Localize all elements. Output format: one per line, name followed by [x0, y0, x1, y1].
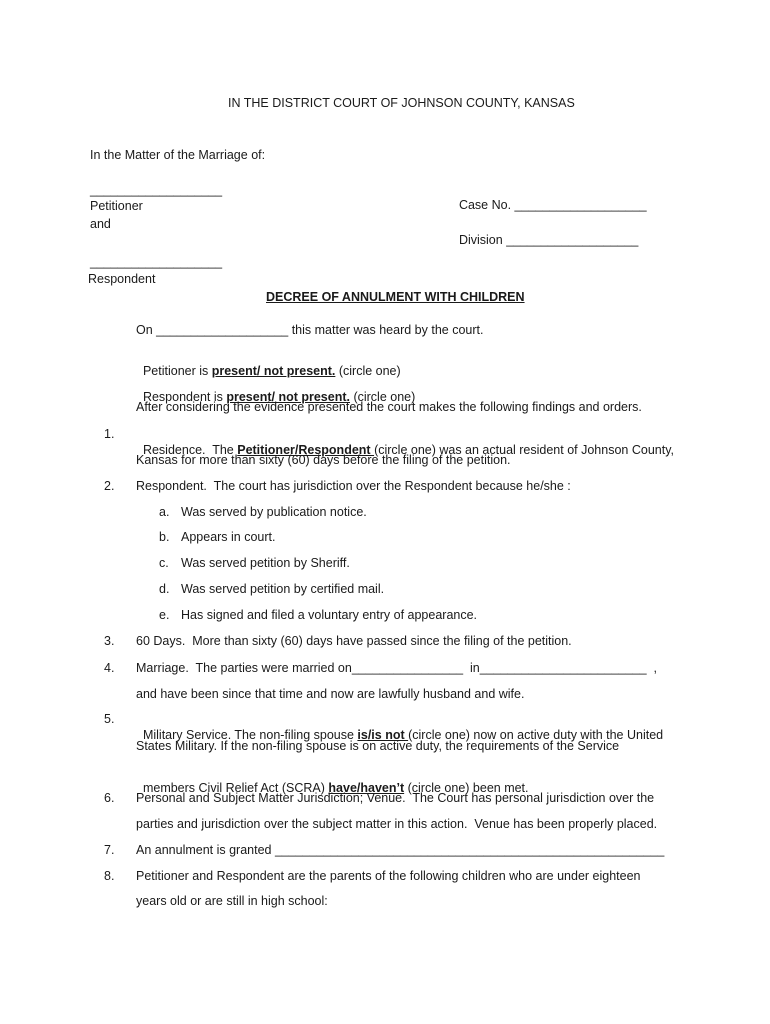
- item-respondent-jurisdiction: Respondent. The court has jurisdiction over the Respondent because he/she :: [136, 479, 571, 493]
- item-marriage: Marriage. The parties were married on________________ in________________________ ,: [136, 661, 658, 675]
- military-pre: Military Service. The non-filing spouse: [142, 728, 358, 742]
- petitioner-presence-choice: present/ not present.: [211, 364, 336, 378]
- military-choice: is/is not: [357, 728, 409, 742]
- sub-item-letter: b.: [159, 530, 170, 544]
- sub-item-text: Was served by publication notice.: [181, 505, 367, 519]
- residence-post: (circle one) was an actual resident of Johnson County,: [374, 443, 674, 457]
- item-number: 1.: [104, 427, 115, 441]
- case-no-field: [452, 181, 647, 213]
- court-heading: IN THE DISTRICT COURT OF JOHNSON COUNTY, KANSAS: [228, 96, 575, 110]
- item-children: Petitioner and Respondent are the parents of the following children who are under eighteen: [136, 869, 641, 883]
- sub-item-letter: c.: [159, 556, 169, 570]
- item-jurisdiction-venue: Personal and Subject Matter Jurisdiction; Venue. The Court has personal jurisdiction over the: [136, 791, 655, 805]
- item-number: 8.: [104, 869, 115, 883]
- matter-line: In the Matter of the Marriage of:: [90, 148, 266, 162]
- item-number: 2.: [104, 479, 115, 493]
- military-line-2: States Military. If the non-filing spouse is on active duty, the requirements of the Service: [136, 739, 620, 753]
- petitioner-presence-pre: Petitioner is: [142, 364, 212, 378]
- item-number: 4.: [104, 661, 115, 675]
- hearing-date-line: On ___________________ this matter was heard by the court.: [136, 323, 484, 337]
- sub-item-letter: d.: [159, 582, 170, 596]
- document-title: DECREE OF ANNULMENT WITH CHILDREN: [266, 290, 525, 304]
- petitioner-blank: ___________________: [90, 183, 223, 197]
- and-label: and: [90, 217, 111, 231]
- petitioner-presence-post: (circle one): [335, 364, 401, 378]
- jurisdiction-line-2: parties and jurisdiction over the subject matter in this action. Venue has been properly placed.: [136, 817, 658, 831]
- scra-choice: have/haven’t: [328, 781, 405, 795]
- item-number: 7.: [104, 843, 115, 857]
- item-annulment-granted: An annulment is granted ________________________________________________________: [136, 843, 665, 857]
- sub-item-text: Has signed and filed a voluntary entry of appearance.: [181, 608, 478, 622]
- sub-item-text: Was served petition by certified mail.: [181, 582, 385, 596]
- scra-post: (circle one) been met.: [404, 781, 529, 795]
- residence-pre: Residence. The: [142, 443, 238, 457]
- item-number: 6.: [104, 791, 115, 805]
- petitioner-label: Petitioner: [90, 199, 143, 213]
- residence-line-2: Kansas for more than sixty (60) days before the filing of the petition.: [136, 453, 511, 467]
- residence-choice: Petitioner/Respondent: [237, 443, 375, 457]
- respondent-blank: ___________________: [90, 255, 223, 269]
- respondent-presence-choice: present/ not present.: [226, 390, 350, 404]
- respondent-presence-pre: Respondent is: [142, 390, 227, 404]
- division-field: [452, 216, 638, 248]
- case-no-blank: ___________________: [514, 198, 647, 212]
- division-label: Division: [458, 233, 507, 247]
- item-number: 5.: [104, 712, 115, 726]
- considering-line: After considering the evidence presented the court makes the following findings and orders.: [136, 400, 642, 414]
- division-blank: ___________________: [506, 233, 639, 247]
- case-no-label: Case No.: [458, 198, 515, 212]
- sub-item-letter: a.: [159, 505, 170, 519]
- children-line-2: years old or are still in high school:: [136, 894, 328, 908]
- sub-item-letter: e.: [159, 608, 170, 622]
- item-sixty-days: 60 Days. More than sixty (60) days have passed since the filing of the petition.: [136, 634, 572, 648]
- military-post: (circle one) now on active duty with the United: [408, 728, 664, 742]
- item-number: 3.: [104, 634, 115, 648]
- scra-pre: members Civil Relief Act (SCRA): [142, 781, 329, 795]
- sub-item-text: Was served petition by Sheriff.: [181, 556, 350, 570]
- respondent-label: Respondent: [88, 272, 156, 286]
- sub-item-text: Appears in court.: [181, 530, 276, 544]
- respondent-presence-post: (circle one): [349, 390, 416, 404]
- marriage-line-2: and have been since that time and now are lawfully husband and wife.: [136, 687, 525, 701]
